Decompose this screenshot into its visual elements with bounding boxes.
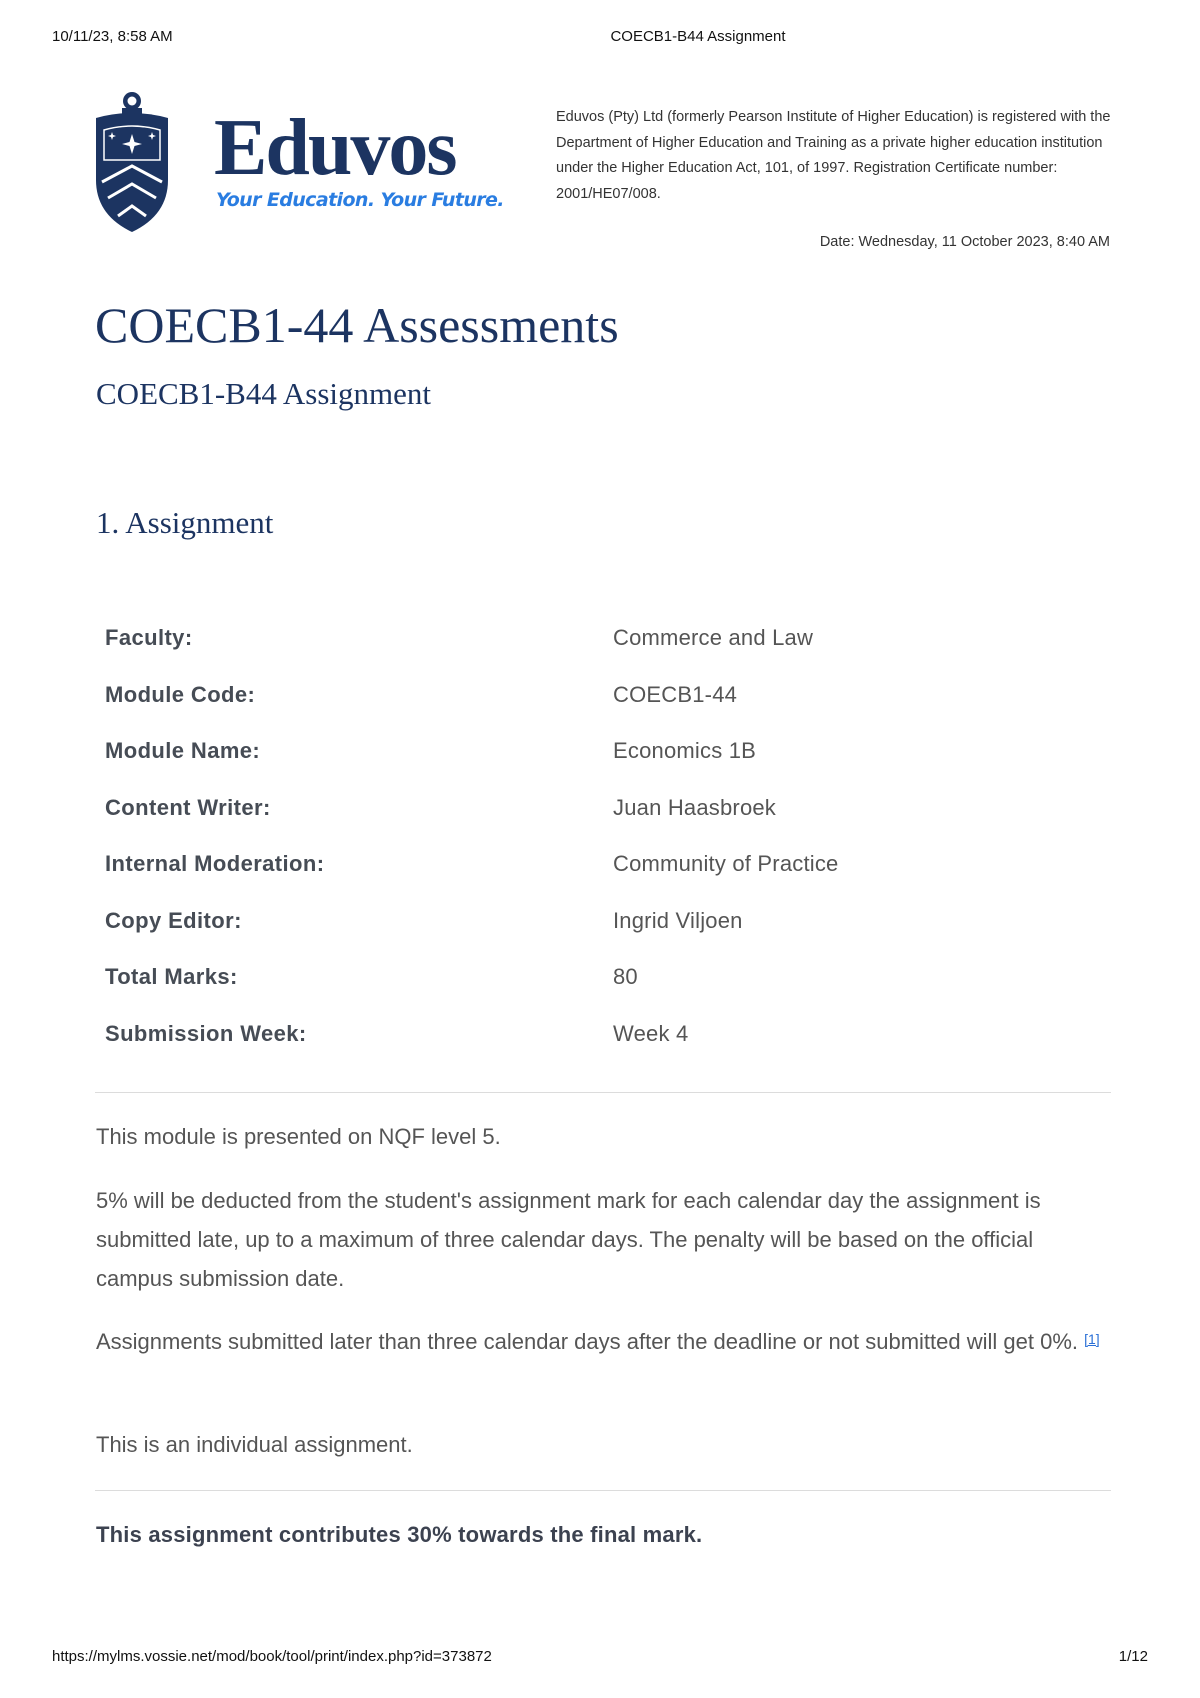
info-label: Submission Week: — [105, 1020, 307, 1046]
print-url: https://mylms.vossie.net/mod/book/tool/print/index.php?id=373872 — [52, 1648, 492, 1665]
course-title: COECB1-44 Assessments — [95, 297, 619, 353]
info-label: Module Code: — [105, 681, 256, 707]
info-value: 80 — [613, 964, 638, 989]
print-header — [0, 28, 1200, 50]
info-value: Juan Haasbroek — [613, 794, 777, 820]
info-row-content-writer — [105, 787, 1105, 844]
late-submission-paragraph — [96, 1322, 1106, 1361]
registration-notice: Eduvos (Pty) Ltd (formerly Pearson Institute of Higher Education) is registered with the Department of Higher Education and Training as a private higher education institution under the Higher Education Act, 101, of 1997. Registration Certificate number: 2001/HE07/008. — [556, 109, 1111, 202]
module-info-table — [105, 617, 1105, 1069]
info-label: Faculty: — [105, 625, 193, 650]
info-label: Copy Editor: — [105, 907, 242, 933]
info-label: Content Writer: — [105, 794, 271, 820]
info-value: Community of Practice — [613, 851, 839, 876]
info-row-total-marks — [105, 956, 1105, 1013]
info-value: Ingrid Viljoen — [613, 907, 743, 933]
info-label: Total Marks: — [105, 964, 238, 989]
contribution-statement: This assignment contributes 30% towards the final mark. — [96, 1522, 703, 1547]
info-row-module-code — [105, 674, 1105, 731]
info-value: Week 4 — [613, 1020, 689, 1046]
divider — [95, 1092, 1111, 1093]
info-value: Economics 1B — [613, 738, 757, 763]
info-label: Module Name: — [105, 738, 261, 763]
logo-tagline: Your Education. Your Future. — [216, 189, 504, 211]
info-value: Commerce and Law — [613, 625, 814, 650]
logo-wordmark: Eduvos — [214, 104, 456, 192]
info-row-internal-moderation — [105, 843, 1105, 900]
nqf-paragraph: This module is presented on NQF level 5. — [96, 1124, 501, 1149]
info-value: COECB1-44 — [613, 681, 738, 707]
eduvos-logo — [92, 90, 512, 250]
info-row-faculty — [105, 617, 1105, 674]
print-page-title: COECB1-B44 Assignment — [610, 28, 786, 45]
page-number: 1/12 — [1118, 1648, 1148, 1665]
print-footer — [0, 1648, 1200, 1670]
info-row-module-name — [105, 730, 1105, 787]
print-date: Date: Wednesday, 11 October 2023, 8:40 AM — [819, 234, 1110, 250]
info-row-submission-week — [105, 1013, 1105, 1070]
print-datetime: 10/11/23, 8:58 AM — [52, 28, 173, 45]
info-label: Internal Moderation: — [105, 851, 325, 876]
book-title: COECB1-B44 Assignment — [96, 376, 432, 411]
shield-crest-icon — [92, 90, 202, 240]
penalty-paragraph: 5% will be deducted from the student's assignment mark for each calendar day the assignment is submitted late, up to a maximum of three calendar days. The penalty will be based on the official campus submission date. — [96, 1188, 1041, 1291]
chapter-title: 1. Assignment — [96, 505, 274, 540]
info-row-copy-editor — [105, 900, 1105, 957]
footnote-link[interactable]: [1] — [1084, 1331, 1100, 1347]
late-submission-text: Assignments submitted later than three calendar days after the deadline or not submitted will get 0%. — [96, 1329, 1078, 1354]
divider — [95, 1490, 1111, 1491]
individual-paragraph: This is an individual assignment. — [96, 1432, 413, 1457]
